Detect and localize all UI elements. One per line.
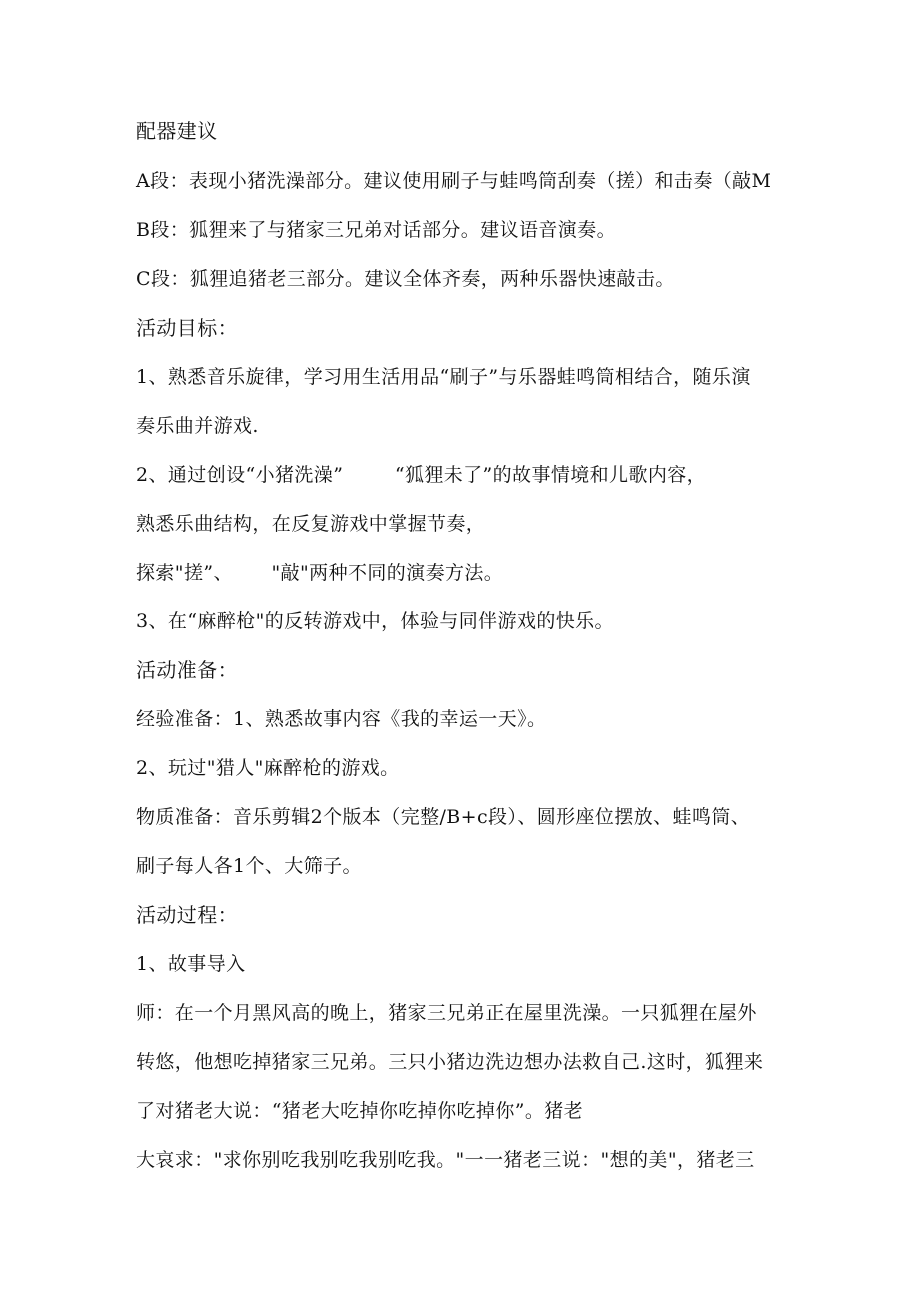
paragraph-line: 3、在“麻醉枪"的反转游戏中，体验与同伴游戏的快乐。 bbox=[136, 610, 614, 632]
paragraph-line: 探索"搓”、 "敲"两种不同的演奏方法。 bbox=[136, 562, 504, 584]
paragraph-line: 经验准备：1、熟悉故事内容《我的幸运一天》。 bbox=[136, 708, 547, 730]
section-heading-process: 活动过程： bbox=[136, 903, 238, 927]
paragraph-line: 奏乐曲并游戏. bbox=[136, 415, 259, 437]
section-heading-preparation: 活动准备： bbox=[136, 658, 238, 682]
paragraph-line: 2、通过创设“小猪洗澡” “狐狸未了”的故事情境和儿歌内容， bbox=[136, 464, 707, 486]
paragraph-line: 了对猪老大说：“猪老大吃掉你吃掉你吃掉你”。猪老 bbox=[136, 1100, 584, 1122]
paragraph-line: 1、故事导入 bbox=[136, 953, 246, 975]
paragraph-line: 熟悉乐曲结构，在反复游戏中掌握节奏， bbox=[136, 513, 486, 535]
section-heading-instrumentation: 配器建议 bbox=[136, 119, 218, 143]
paragraph-line: 2、玩过"猎人"麻醉枪的游戏。 bbox=[136, 757, 400, 779]
paragraph-line: A段：表现小猪洗澡部分。建议使用刷子与蛙鸣筒刮奏（搓）和击奏（敲M bbox=[136, 170, 772, 192]
paragraph-line: 大哀求："求你别吃我别吃我别吃我。"一一猪老三说："想的美"，猪老三 bbox=[136, 1149, 755, 1171]
paragraph-line: B段：狐狸来了与猪家三兄弟对话部分。建议语音演奏。 bbox=[136, 219, 616, 241]
paragraph-line: 刷子每人各1个、大筛子。 bbox=[136, 855, 362, 877]
paragraph-line: 1、熟悉音乐旋律，学习用生活用品“刷子”与乐器蛙鸣筒相结合，随乐演 bbox=[136, 366, 751, 388]
paragraph-line: C段：狐狸追猪老三部分。建议全体齐奏，两种乐器快速敲击。 bbox=[136, 268, 675, 290]
paragraph-line: 转悠，他想吃掉猪家三兄弟。三只小猪边洗边想办法救自己.这时，狐狸来 bbox=[136, 1051, 764, 1073]
paragraph-line: 物质准备：音乐剪辑2个版本（完整/B+c段）、圆形座位摆放、蛙鸣筒、 bbox=[136, 806, 751, 828]
section-heading-goals: 活动目标： bbox=[136, 316, 238, 340]
paragraph-line: 师：在一个月黑风高的晚上，猪家三兄弟正在屋里洗澡。一只狐狸在屋外 bbox=[136, 1002, 757, 1024]
